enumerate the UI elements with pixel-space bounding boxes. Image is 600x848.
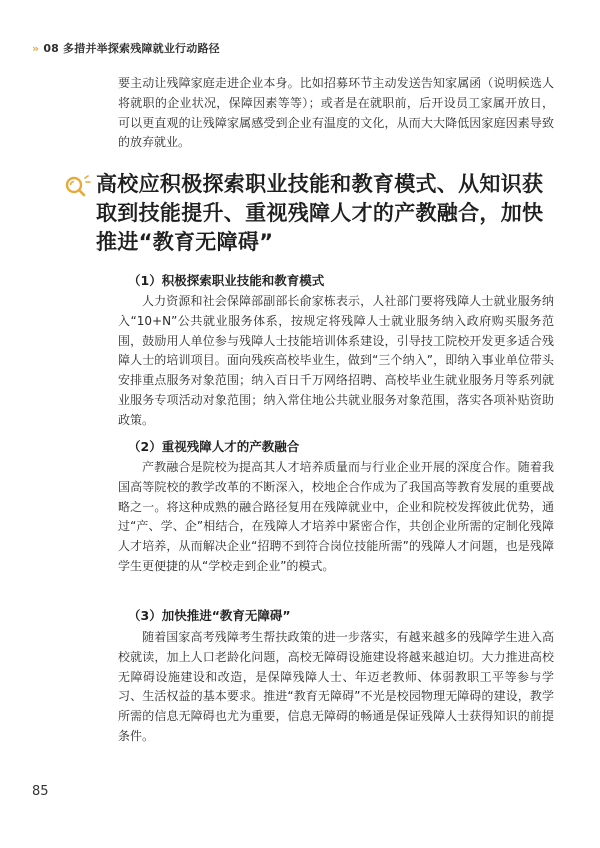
intro-paragraph: 要主动让残障家庭走进企业本身。比如招募环节主动发送告知家属函（说明候选人将就职的企业状况，保障因素等等）；或者是在就职前，后开设员工家属开放日，可以更直观的让残障家属感受到企业有温度的文化，从而大大降低因家庭因素导致的放弃就业。 [118,76,554,150]
running-header [32,40,220,56]
main-heading: 高校应积极探索职业技能和教育模式、从知识获取到技能提升、重视残障人才的产教融合，加快推进“教育无障碍” [96,172,544,254]
section-3-title: （3）加快推进“教育无障碍” [128,608,291,623]
search-bulb-icon [62,174,92,198]
page-number: 85 [32,784,49,799]
section-1-body: 人力资源和社会保障部副部长俞家栋表示，人社部门要将残障人士就业服务纳入“10+N”公共就业服务体系，按规定将残障人士就业服务纳入政府购买服务范围，鼓励用人单位参与残障人士技能培训体系建设，引导技工院校开发更多适合残障人士的培训项目。面向残疾高校毕业生，做到“三个纳入”，即纳入事业单位带头安排重点服务对象范围；纳入百日千万网络招聘、高校毕业生就业服务月等系列就业服务专项活动对象范围；纳入常住地公共就业服务对象范围，落实各项补贴资助政策。 [118,294,554,427]
section-1-title: （1）积极探索职业技能和教育模式 [128,273,325,288]
section-3-body: 随着国家高考残障考生帮扶政策的进一步落实，有越来越多的残障学生进入高校就读，加上人口老龄化问题，高校无障碍设施建设将越来越迫切。大力推进高校无障碍设施建设和改造，是保障残障人士、年迈老教师、体弱教职工平等参与学习、生活权益的基本要求。推进“教育无障碍”不光是校园物理无障碍的建设，教学所需的信息无障碍也尤为重要，信息无障碍的畅通是保证残障人士获得知识的前提条件。 [118,630,554,743]
section-2-body: 产教融合是院校为提高其人才培养质量而与行业企业开展的深度合作。随着我国高等院校的教学改革的不断深入，校地企合作成为了我国高等教育发展的重要战略之一。将这种成熟的融合路径复用在残障就业中，企业和院校发挥彼此优势，通过“产、学、企”相结合，在残障人才培养中紧密合作，共创企业所需的定制化残障人才培养，从而解决企业“招聘不到符合岗位技能所需”的残障人才问题，也是残障学生更便捷的从“学校走到企业”的模式。 [118,460,554,573]
section-2-title: （2）重视残障人才的产教融合 [128,439,300,454]
section-title: 08 多措并举探索残障就业行动路径 [43,42,220,55]
chevron-icon: » [32,41,40,55]
